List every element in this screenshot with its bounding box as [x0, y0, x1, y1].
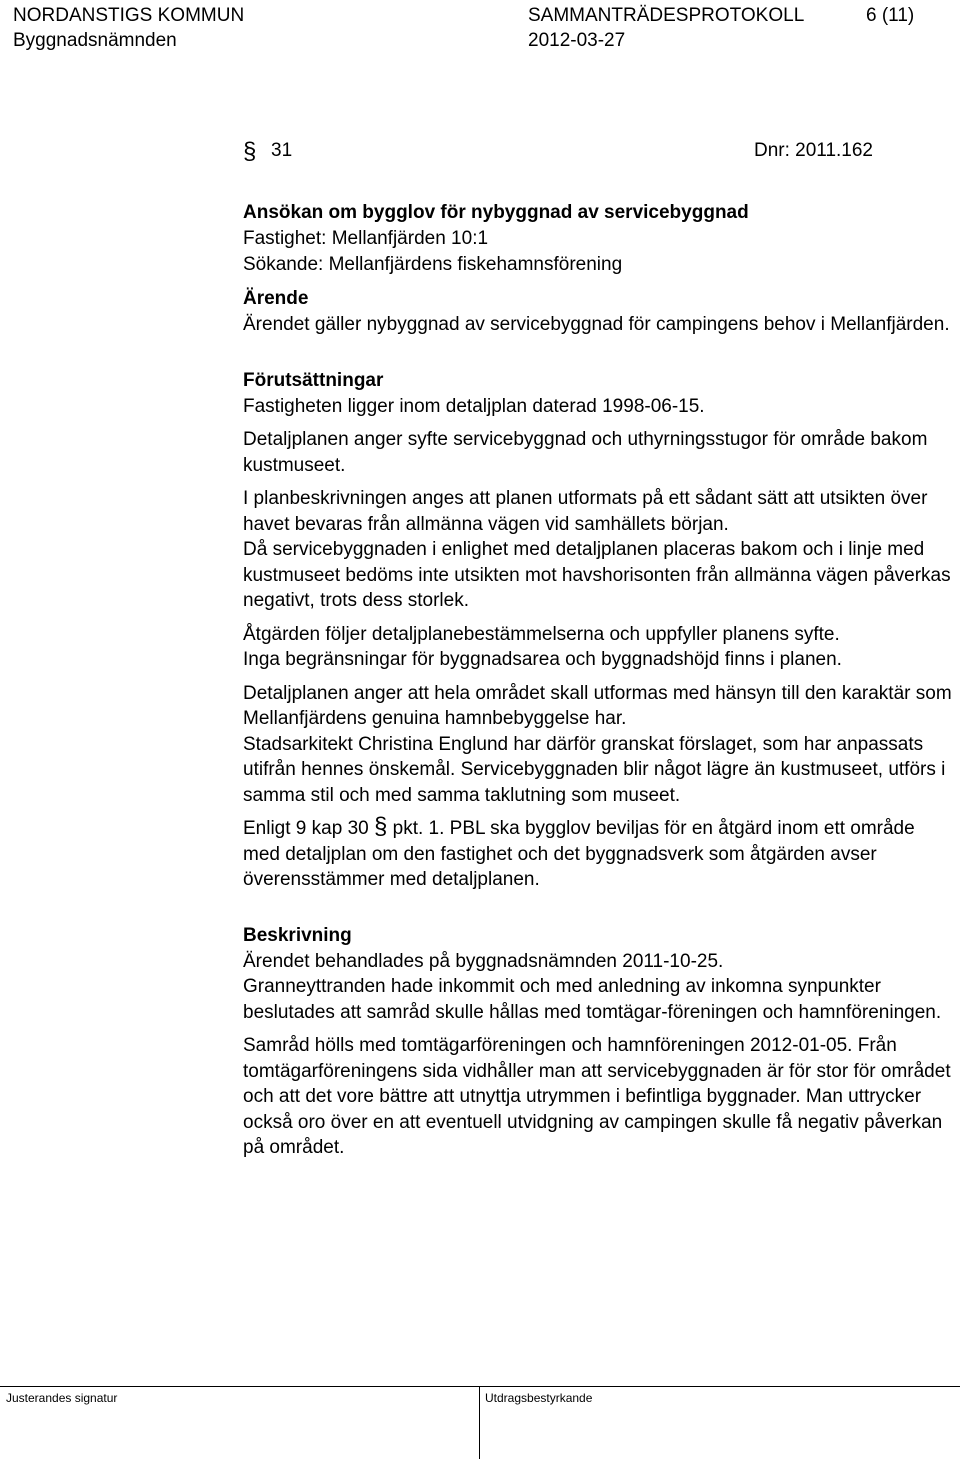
forutsattningar-p5: Åtgärden följer detaljplanebestämmelserna och uppfyller planens syfte.: [243, 623, 840, 645]
arende-text: Ärendet gäller nybyggnad av servicebyggnad för campingens behov i Mellanfjärden.: [243, 314, 950, 335]
footer-divider: [0, 1386, 960, 1387]
forutsattningar-p8: Stadsarkitekt Christina Englund har därför granskat förslaget, som har anpassats utifrån hennes önskemål. Servicebyggnaden blir något lägre än kustmuseet, utförs i samma stil och med samma taklutning som museet.: [243, 733, 946, 806]
heading-forutsattningar: Förutsättningar: [243, 369, 384, 391]
p9-post: pkt. 1. PBL ska bygglov beviljas för en åtgärd inom ett område med detaljplan om den fastighet och det byggnadsverk som åtgärden avser överensstämmer med detaljplanen.: [243, 818, 915, 890]
case-number: 31: [271, 140, 293, 161]
page-number: 6 (11): [866, 5, 915, 26]
forutsattningar-p4: Då servicebyggnaden i enlighet med detaljplanen placeras bakom och i linje med kustmuseet bedöms inte utsikten mot havshorisonten från allmänna vägen påverkas negativt, trots dess storlek.: [243, 539, 951, 611]
forutsattningar-p9: [243, 813, 955, 893]
forutsattningar-p1: Fastigheten ligger inom detaljplan daterad 1998-06-15.: [243, 395, 705, 417]
case-title: Ansökan om bygglov för nybyggnad av servicebyggnad: [243, 202, 749, 223]
paragraph-sign-inline: §: [373, 813, 388, 840]
heading-arende: Ärende: [243, 288, 309, 309]
org-name: NORDANSTIGS KOMMUN: [13, 5, 245, 26]
applicant: Sökande: Mellanfjärdens fiskehamnsförening: [243, 254, 623, 275]
forutsattningar-p3: I planbeskrivningen anges att planen utformats på ett sådant sätt att utsikten över havet bevaras från allmänna vägen vid samhällets början.: [243, 488, 928, 535]
forutsattningar-p7: Detaljplanen anger att hela området skall utformas med hänsyn till den karaktär som Mellanfjärdens genuina hamnbebyggelse har.: [243, 682, 952, 729]
property: Fastighet: Mellanfjärden 10:1: [243, 228, 489, 249]
beskrivning-p1: Ärendet behandlades på byggnadsnämnden 2011-10-25.: [243, 950, 724, 972]
extract-label: Utdragsbestyrkande: [485, 1391, 593, 1405]
forutsattningar-p6: Inga begränsningar för byggnadsarea och byggnadshöjd finns i planen.: [243, 649, 842, 670]
signature-label: Justerandes signatur: [6, 1391, 118, 1405]
case-number-line: [243, 140, 955, 166]
heading-beskrivning: Beskrivning: [243, 924, 352, 946]
document-type: SAMMANTRÄDESPROTOKOLL: [528, 5, 805, 26]
case-content: [243, 140, 955, 1161]
beskrivning-p3: Samråd hölls med tomtägarföreningen och hamnföreningen 2012-01-05. Från tomtägarföreningens sida vidhåller man att servicebyggnaden är för stor för området och att det vore bättre att utnyttja utrymmen i befintliga byggnader. Man uttrycker också oro över en att eventuell utvidgning av campingen skulle få negativ påverkan på området.: [243, 1035, 951, 1158]
p9-pre: Enligt 9 kap 30: [243, 818, 374, 839]
paragraph-sign: §: [243, 138, 257, 165]
meeting-date: 2012-03-27: [528, 30, 626, 51]
diary-number: Dnr: 2011.162: [753, 140, 873, 161]
beskrivning-p2: Granneyttranden hade inkommit och med anledning av inkomna synpunkter beslutades att samråd skulle hållas med tomtägar-föreningen och hamnföreningen.: [243, 976, 942, 1023]
footer-vertical-divider: [479, 1386, 480, 1459]
board-name: Byggnadsnämnden: [13, 30, 177, 51]
forutsattningar-p2: Detaljplanen anger syfte servicebyggnad och uthyrningsstugor för område bakom kustmuseet.: [243, 429, 928, 476]
